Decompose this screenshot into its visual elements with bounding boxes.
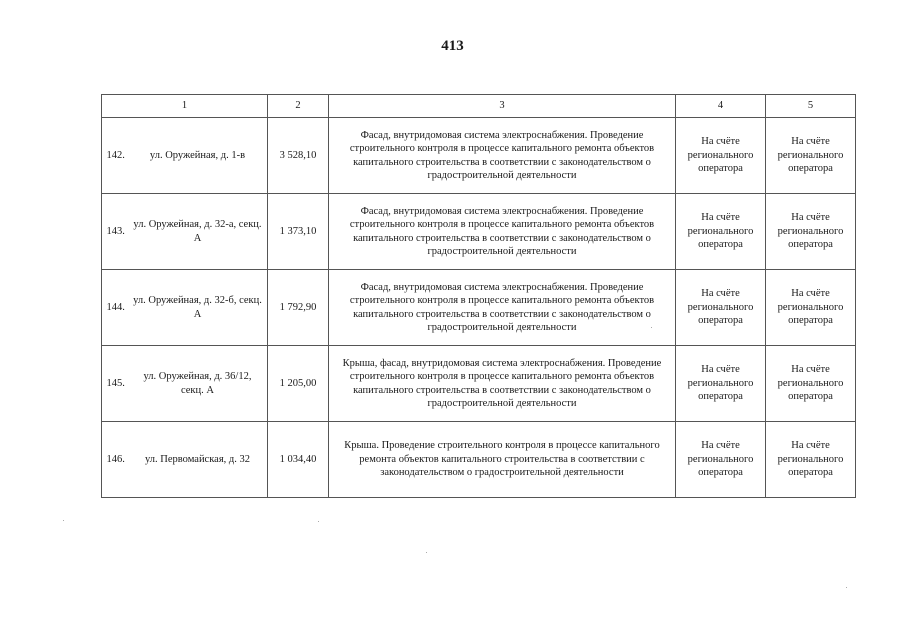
fund-cell-4: На счёте регионального оператора [676, 194, 766, 270]
table-row [102, 270, 856, 346]
fund-cell-5: На счёте регионального оператора [766, 346, 856, 422]
address: ул. Оружейная, д. 32-а, секц. А [133, 219, 262, 244]
fund-cell-5: На счёте регионального оператора [766, 118, 856, 194]
column-header-5: 5 [766, 95, 856, 118]
scan-speck [651, 327, 652, 328]
column-header-3: 3 [329, 95, 676, 118]
address: ул. Оружейная, д. 36/12, секц. А [143, 371, 252, 396]
area-cell: 1 034,40 [268, 422, 329, 498]
area-cell: 1 205,00 [268, 346, 329, 422]
address: ул. Оружейная, д. 1-в [149, 149, 246, 161]
area-cell: 1 792,90 [268, 270, 329, 346]
works-cell: Крыша, фасад, внутридомовая система электроснабжения. Проведение строительного контроля в процессе капитального ремонта объектов капитального строительства в соответствии с законодательством о градостроительной деятельности [329, 346, 676, 422]
table-row [102, 118, 856, 194]
area-cell: 1 373,10 [268, 194, 329, 270]
page-number: 413 [441, 38, 464, 54]
address-cell [102, 118, 268, 194]
fund-cell-4: На счёте регионального оператора [676, 270, 766, 346]
address-cell [102, 422, 268, 498]
fund-cell-4: На счёте регионального оператора [676, 118, 766, 194]
table-row [102, 194, 856, 270]
fund-cell-4: На счёте регионального оператора [676, 422, 766, 498]
scan-speck [63, 520, 64, 521]
fund-cell-5: На счёте регионального оператора [766, 422, 856, 498]
address-cell [102, 346, 268, 422]
works-cell: Фасад, внутридомовая система электроснабжения. Проведение строительного контроля в процессе капитального ремонта объектов капитального строительства в соответствии с законодательством о градостроительной деятельности [329, 270, 676, 346]
works-cell: Фасад, внутридомовая система электроснабжения. Проведение строительного контроля в процессе капитального ремонта объектов капитального строительства в соответствии с законодательством о градостроительной деятельности [329, 194, 676, 270]
fund-cell-5: На счёте регионального оператора [766, 270, 856, 346]
column-header-2: 2 [268, 95, 329, 118]
row-number: 142. [106, 149, 125, 161]
works-cell: Крыша. Проведение строительного контроля в процессе капитального ремонта объектов капитального строительства в соответствии с законодательством о градостроительной деятельности [329, 422, 676, 498]
row-number: 143. [106, 225, 125, 237]
address-cell [102, 194, 268, 270]
address: ул. Первомайская, д. 32 [145, 453, 250, 465]
table-row [102, 346, 856, 422]
address: ул. Оружейная, д. 32-б, секц. А [133, 295, 262, 320]
scan-speck [318, 521, 319, 522]
row-number: 145. [106, 377, 125, 389]
fund-cell-5: На счёте регионального оператора [766, 194, 856, 270]
registry-table [101, 94, 856, 498]
works-cell: Фасад, внутридомовая система электроснабжения. Проведение строительного контроля в процессе капитального ремонта объектов капитального строительства в соответствии с законодательством о градостроительной деятельности [329, 118, 676, 194]
table-row [102, 422, 856, 498]
address-cell [102, 270, 268, 346]
scan-speck [426, 552, 427, 553]
column-header-1: 1 [102, 95, 268, 118]
header-row [102, 95, 856, 118]
column-header-4: 4 [676, 95, 766, 118]
row-number: 146. [106, 453, 125, 465]
row-number: 144. [106, 301, 125, 313]
fund-cell-4: На счёте регионального оператора [676, 346, 766, 422]
area-cell: 3 528,10 [268, 118, 329, 194]
scan-speck [846, 587, 847, 588]
